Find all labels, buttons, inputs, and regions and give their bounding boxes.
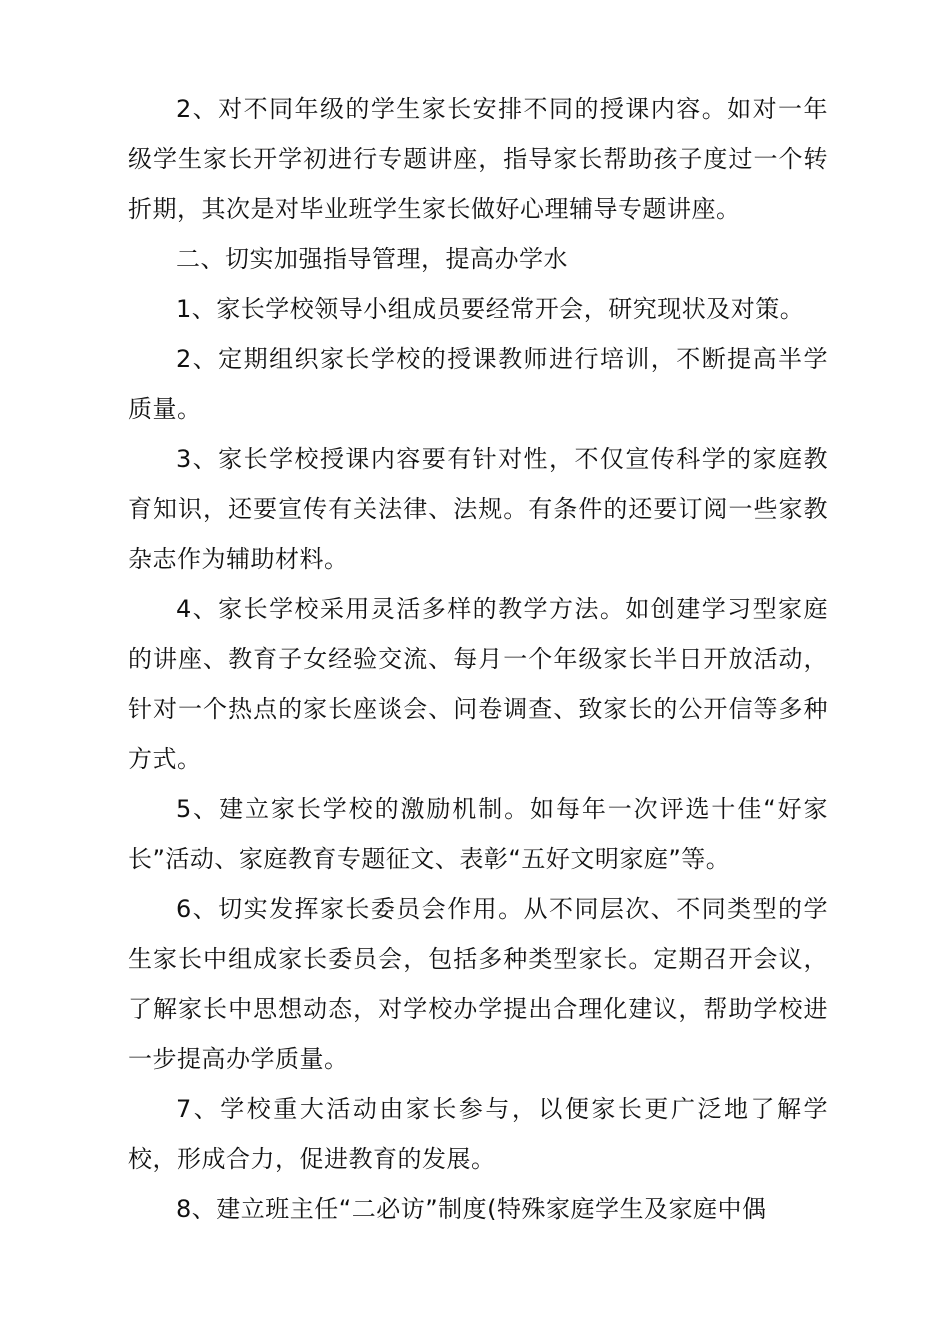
paragraph-8: 6、切实发挥家长委员会作用。从不同层次、不同类型的学生家长中组成家长委员会，包括多种类型家长。定期召开会议，了解家长中思想动态，对学校办学提出合理化建议，帮助学校进一步提高办学质量。 [128,895,828,1073]
paragraph-4: 2、定期组织家长学校的授课教师进行培训，不断提高半学质量。 [128,345,828,423]
document-body [128,84,828,1234]
paragraph-5: 3、家长学校授课内容要有针对性，不仅宣传科学的家庭教育知识，还要宣传有关法律、法规。有条件的还要订阅一些家教杂志作为辅助材料。 [128,445,828,573]
paragraph-7: 5、建立家长学校的激励机制。如每年一次评选十佳“好家长”活动、家庭教育专题征文、表彰“五好文明家庭”等。 [128,795,828,873]
paragraph-6: 4、家长学校采用灵活多样的教学方法。如创建学习型家庭的讲座、教育子女经验交流、每月一个年级家长半日开放活动，针对一个热点的家长座谈会、问卷调查、致家长的公开信等多种方式。 [128,595,828,773]
paragraph-10: 8、建立班主任“二必访”制度(特殊家庭学生及家庭中偶 [176,1195,767,1223]
paragraph-1: 2、对不同年级的学生家长安排不同的授课内容。如对一年级学生家长开学初进行专题讲座，指导家长帮助孩子度过一个转折期，其次是对毕业班学生家长做好心理辅导专题讲座。 [128,95,828,223]
paragraph-3: 1、家长学校领导小组成员要经常开会，研究现状及对策。 [176,295,805,323]
section-heading-2: 二、切实加强指导管理，提高办学水 [176,245,568,273]
paragraph-9: 7、学校重大活动由家长参与，以便家长更广泛地了解学校，形成合力，促进教育的发展。 [128,1095,828,1173]
